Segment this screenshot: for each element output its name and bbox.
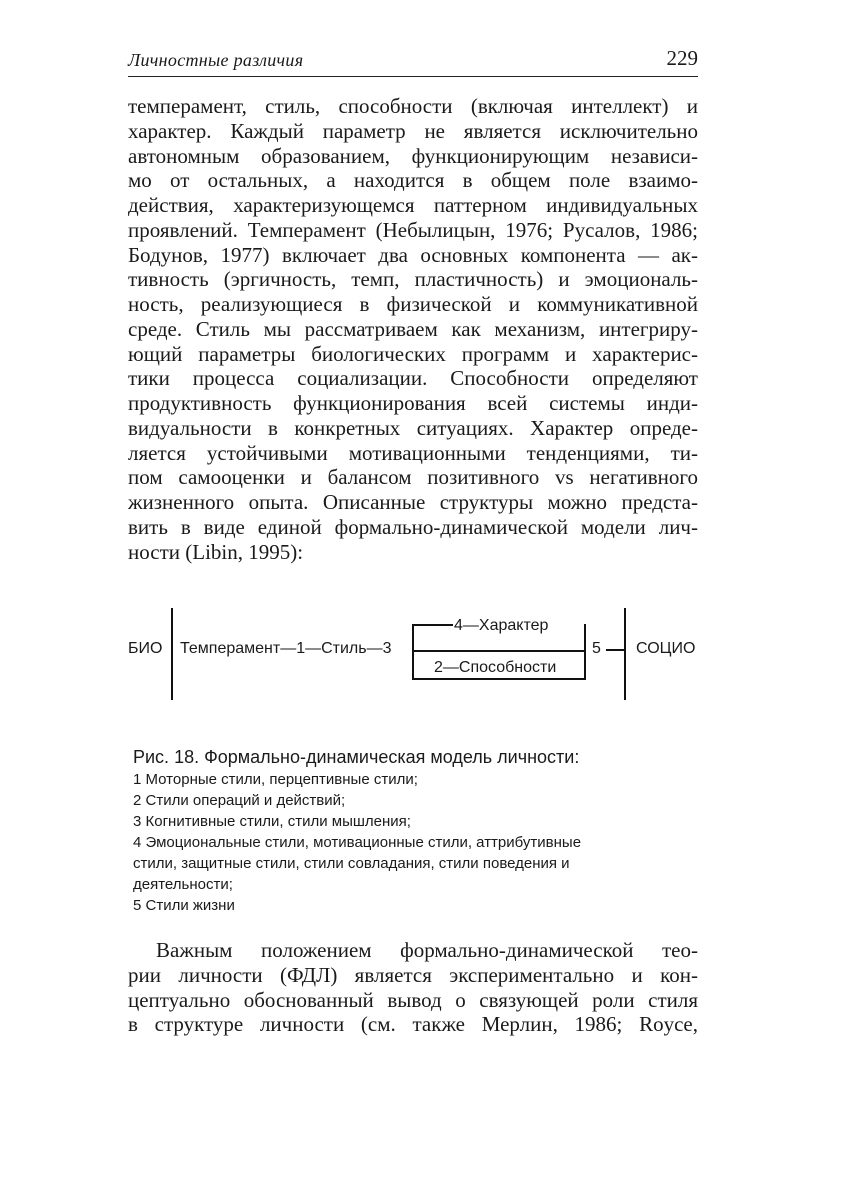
diagram-five-connector — [606, 649, 624, 651]
text-line: тики процесса социализации. Способности определяют — [128, 366, 698, 391]
caption-item-2 — [133, 790, 713, 811]
diagram-right-divider — [624, 608, 626, 700]
running-title: Личностные различия — [128, 50, 304, 70]
diagram-branch-left-bracket — [412, 624, 414, 680]
text-line: ности (Libin, 1995): — [128, 539, 304, 564]
diagram-lower-underline — [413, 678, 586, 680]
model-diagram — [128, 600, 718, 710]
caption-item-1 — [133, 769, 713, 790]
text-line: действия, характеризующемся паттерном индивидуальных — [128, 193, 698, 217]
text-line: продуктивность функционирования всей системы инди- — [128, 391, 698, 415]
diagram-character-branch: 4—Характер — [454, 617, 549, 634]
text-line: мо от остальных, а находится в общем поле взаимо- — [128, 168, 698, 193]
body-paragraph-1 — [128, 94, 698, 564]
text-line: проявлений. Темперамент (Небылицын, 1976; Русалов, 1986; — [128, 217, 698, 242]
text-line: в структуре личности (см. также Мерлин, 1986; Royce, — [128, 1012, 698, 1037]
diagram-five-label: 5 — [592, 640, 601, 657]
text-line: видуальности в конкретных ситуациях. Характер опреде- — [128, 415, 698, 440]
body-paragraph-2 — [128, 938, 698, 1037]
diagram-middle-line — [413, 650, 586, 652]
caption-item-5 — [133, 895, 713, 916]
caption-line: 5 Стили жизни — [133, 897, 235, 914]
figure-caption — [133, 745, 713, 916]
diagram-socio-label: СОЦИО — [636, 640, 696, 657]
text-line: автономным образованием, функционирующим независи- — [128, 143, 698, 168]
text-line: рии личности (ФДЛ) является экспериментально и кон- — [128, 962, 698, 987]
caption-line: 3 Когнитивные стили, стили мышления; — [133, 813, 411, 830]
caption-item-4 — [133, 832, 713, 895]
text-line: темперамент, стиль, способности (включая интеллект) и — [128, 94, 698, 118]
text-line: среде. Стиль мы рассматриваем как механизм, интегриру- — [128, 316, 698, 341]
diagram-abilities-branch: 2—Способности — [434, 659, 557, 676]
diagram-temperament-chain: Темперамент—1—Стиль—3 — [180, 640, 392, 657]
caption-line: деятельности; — [133, 876, 233, 893]
text-line: пом самооценки и балансом позитивного vs негативного — [128, 465, 698, 490]
caption-line: стили, защитные стили, стили совладания, стили поведения и — [133, 855, 570, 872]
diagram-upper-connector — [413, 624, 453, 626]
caption-line: 1 Моторные стили, перцептивные стили; — [133, 771, 418, 788]
text-line: характер. Каждый параметр не является исключительно — [128, 118, 698, 143]
running-header — [128, 46, 698, 77]
diagram-bio-label: БИО — [128, 640, 163, 657]
text-line: жизненного опыта. Описанные структуры можно предста- — [128, 490, 698, 514]
caption-item-3 — [133, 811, 713, 832]
caption-line: 2 Стили операций и действий; — [133, 792, 346, 809]
text-line: ющий параметры биологических программ и характерис- — [128, 341, 698, 366]
caption-title: Рис. 18. Формально-динамическая модель личности: — [133, 747, 580, 767]
text-line: Бодунов, 1977) включает два основных компонента — ак- — [128, 242, 698, 267]
text-line: Важным положением формально-динамической тео- — [156, 938, 698, 962]
caption-line: 4 Эмоциональные стили, мотивационные стили, аттрибутивные — [133, 834, 582, 851]
diagram-branch-right-bracket — [584, 624, 586, 680]
page-number: 229 — [666, 46, 698, 70]
text-line: цептуально обоснованный вывод о связующей роли стиля — [128, 987, 698, 1012]
text-line: ность, реализующиеся в физической и коммуникативной — [128, 292, 698, 316]
text-line: ляется устойчивыми мотивационными тенденциями, ти- — [128, 440, 698, 465]
text-line: вить в виде единой формально-динамической модели лич- — [128, 514, 698, 539]
text-line: тивность (эргичность, темп, пластичность) и эмоциональ- — [128, 267, 698, 292]
diagram-left-divider — [171, 608, 173, 700]
